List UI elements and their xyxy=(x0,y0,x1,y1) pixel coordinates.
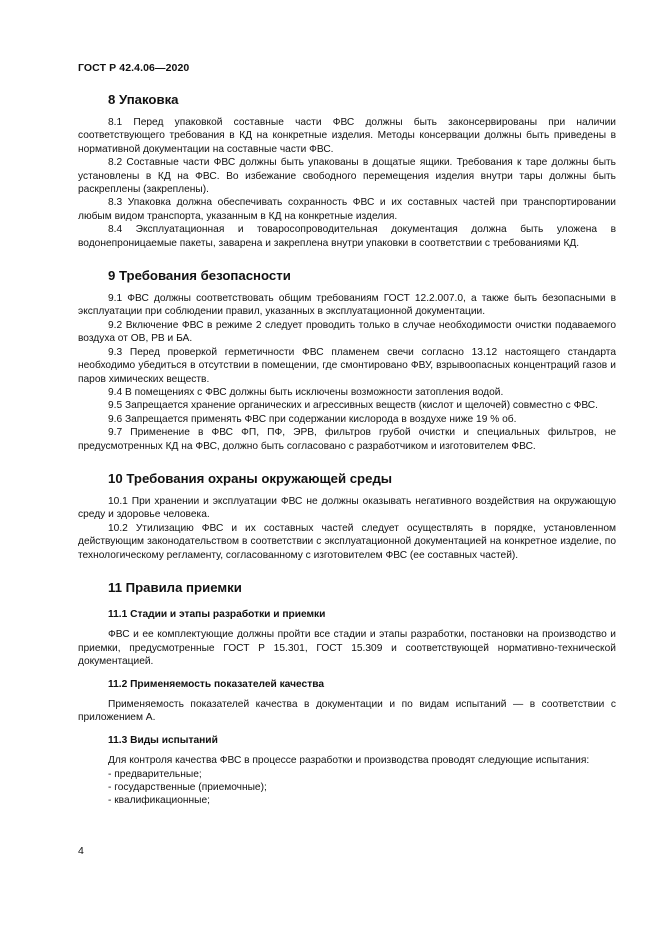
paragraph: 8.1 Перед упаковкой составные части ФВС должны быть законсервированы при наличии соответствующего требования в КД на конкретные изделия. Методы консервации должны быть приведены в нормативной документации на составные части ФВС. xyxy=(78,117,616,155)
test-types-list xyxy=(78,768,616,808)
paragraph: 9.5 Запрещается хранение органических и агрессивных веществ (кислот и щелочей) совместно с ФВС. xyxy=(108,400,598,412)
section-title: 8 Упаковка xyxy=(108,92,179,107)
section-11-acceptance xyxy=(78,580,616,808)
subsection-title: 11.2 Применяемость показателей качества xyxy=(108,678,324,690)
section-title: 11 Правила приемки xyxy=(108,579,242,595)
paragraph: 10.1 При хранении и эксплуатации ФВС не должны оказывать негативного воздействия на окружающую среду и здоровье человека. xyxy=(78,495,616,521)
subsection-11-3 xyxy=(78,734,616,808)
paragraph: Применяемость показателей качества в документации и по видам испытаний — в соответствии с приложением А. xyxy=(78,699,616,724)
paragraph: 8.2 Составные части ФВС должны быть упакованы в дощатые ящики. Требования к таре должны быть установлены в КД на ФВС. Во избежание свободного перемещения изделия внутри тары должны быть раскреплены (закреплены). xyxy=(78,157,616,196)
section-8-packaging xyxy=(78,92,616,250)
standard-header: ГОСТ Р 42.4.06—2020 xyxy=(78,62,190,74)
subsection-11-2 xyxy=(78,678,616,725)
paragraph: 9.2 Включение ФВС в режиме 2 следует проводить только в случае необходимости очистки подаваемого воздуха от ОВ, РВ и БА. xyxy=(78,319,616,345)
paragraph: 9.4 В помещениях с ФВС должны быть исключены возможности затопления водой. xyxy=(108,386,504,398)
page-number: 4 xyxy=(78,845,84,857)
section-title: 10 Требования охраны окружающей среды xyxy=(108,470,393,486)
subsection-title: 11.1 Стадии и этапы разработки и приемки xyxy=(108,608,326,620)
subsection-11-1 xyxy=(78,608,616,669)
paragraph: 8.4 Эксплуатационная и товаросопроводительная документация должна быть уложена в водонепроницаемые пакеты, заварена и закреплена внутри упаковки в соответствии с требованиями КД. xyxy=(78,224,616,249)
paragraph: 9.6 Запрещается применять ФВС при содержании кислорода в воздухе ниже 19 % об. xyxy=(108,413,517,425)
document-body xyxy=(78,92,616,810)
list-item: - квалификационные; xyxy=(108,795,210,807)
section-title: 9 Требования безопасности xyxy=(108,268,291,284)
list-item: - государственные (приемочные); xyxy=(108,782,267,794)
paragraph: Для контроля качества ФВС в процессе разработки и производства проводят следующие испытания: xyxy=(108,755,590,767)
paragraph: 9.1 ФВС должны соответствовать общим требованиям ГОСТ 12.2.007.0, а также быть безопасными в эксплуатации при соблюдении правил, указанных в эксплуатационной документации. xyxy=(78,293,616,318)
section-9-safety xyxy=(78,268,616,453)
list-item: - предварительные; xyxy=(108,768,202,780)
paragraph: 10.2 Утилизацию ФВС и их составных частей следует осуществлять в порядке, установленном действующим законодательством в соответствии с эксплуатационной документацией на конкретное изделие, по технологическому регламенту, согласованному с изготовителем ФВС (ее составных частей). xyxy=(78,522,616,561)
section-10-environment xyxy=(78,471,616,562)
paragraph: 9.7 Применение в ФВС ФП, ПФ, ЭРВ, фильтров грубой очистки и специальных фильтров, не предусмотренных КД на ФВС, должно быть согласовано с разработчиком и изготовителем ФВС. xyxy=(78,427,616,452)
paragraph: 9.3 Перед проверкой герметичности ФВС пламенем свечи согласно 13.12 настоящего стандарта необходимо убедиться в отсутствии в помещении, где смонтировано ФВУ, взрывоопасных концентраций газов и паров химических веществ. xyxy=(78,346,616,385)
paragraph: 8.3 Упаковка должна обеспечивать сохранность ФВС и их составных частей при транспортировании любым видом транспорта, указанным в КД на конкретные изделия. xyxy=(78,197,616,222)
paragraph: ФВС и ее комплектующие должны пройти все стадии и этапы разработки, постановки на производство и приемки, предусмотренные ГОСТ Р 15.301, ГОСТ 15.309 и соответствующей нормативно-технической документацией. xyxy=(78,629,616,668)
subsection-title: 11.3 Виды испытаний xyxy=(108,734,218,746)
